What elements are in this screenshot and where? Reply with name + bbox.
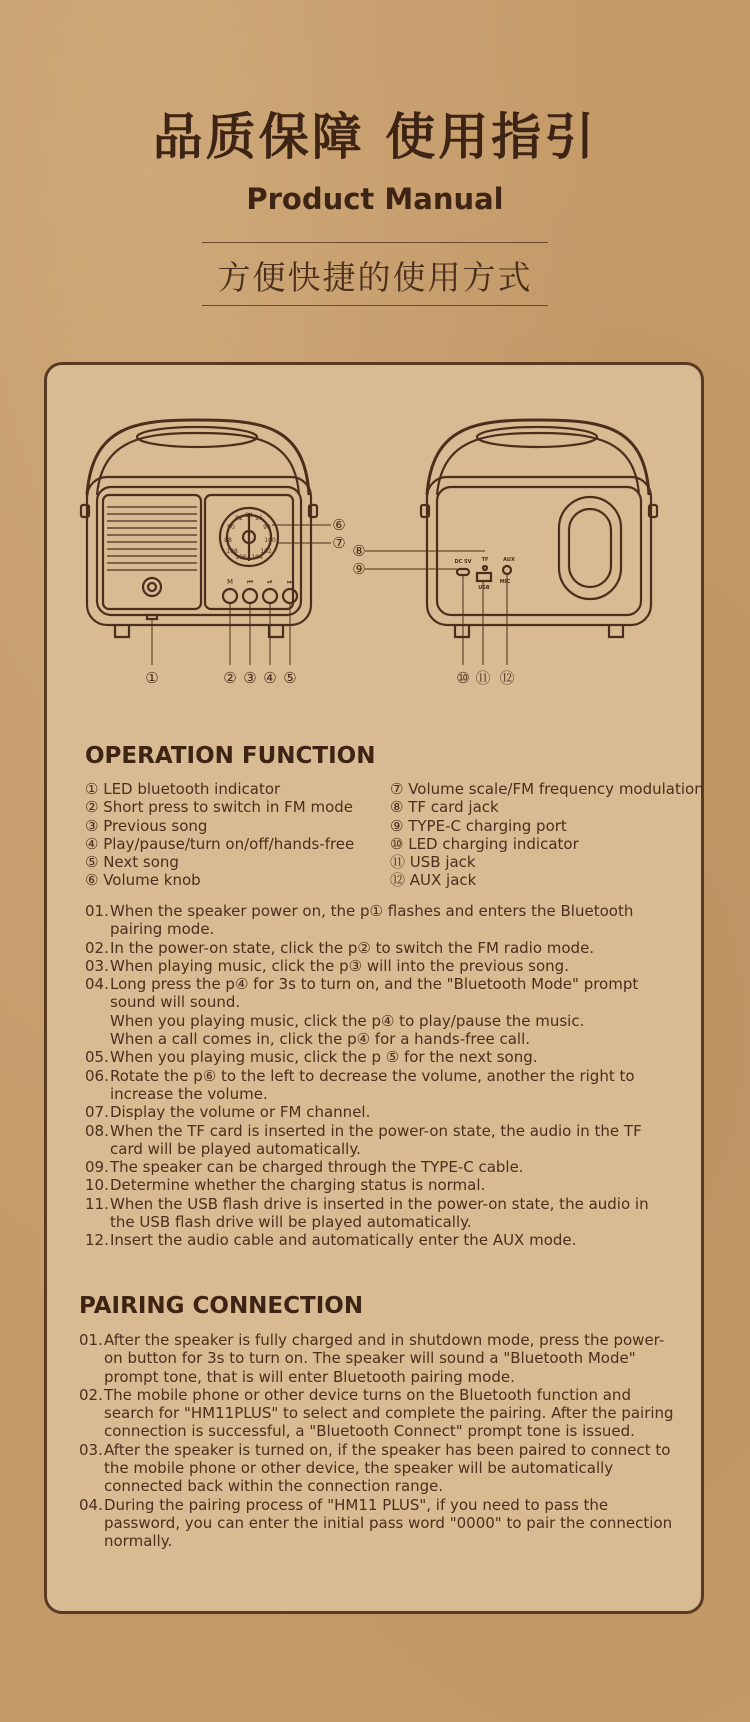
step-number: 10. <box>85 1176 109 1195</box>
dial-number: 106 <box>235 554 247 561</box>
button-next <box>283 589 297 603</box>
marker-12: ⑫ <box>499 669 515 687</box>
divider-bottom <box>202 305 548 306</box>
port-label-mic: MIC <box>499 579 511 585</box>
step-line: Rotate the p⑥ to the left to decrease the volume, another the right to increase the volume. <box>110 1066 635 1103</box>
button-previous <box>243 589 257 603</box>
pairing-connection-title: PAIRING CONNECTION <box>79 1293 364 1319</box>
step-item <box>85 1048 675 1066</box>
function-item: ⑫ AUX jack <box>390 871 477 890</box>
function-item: ⑦ Volume scale/FM frequency modulation <box>390 780 704 798</box>
step-number: 06. <box>85 1066 109 1085</box>
step-number: 02. <box>79 1385 103 1404</box>
step-line: Display the volume or FM channel. <box>110 1103 371 1122</box>
step-number: 01. <box>79 1331 103 1349</box>
step-line: Determine whether the charging status is normal. <box>110 1176 486 1195</box>
step-number: 09. <box>85 1158 109 1177</box>
step-line: When the TF card is inserted in the power-on state, the audio in the TF card will be played automatically. <box>110 1121 642 1158</box>
port-label-tf: TF <box>481 557 489 563</box>
step-number: 01. <box>85 902 109 920</box>
back-speaker-illustration <box>421 420 657 637</box>
step-line: In the power-on state, click the p② to switch the FM radio mode. <box>110 938 595 957</box>
play-pause-icon: ⏯ <box>267 578 273 586</box>
dial-number: 88 <box>224 537 232 544</box>
step-line: When you playing music, click the p ⑤ for the next song. <box>110 1048 538 1067</box>
dial-number: 94 <box>245 512 253 519</box>
step-text <box>110 1048 675 1066</box>
marker-11: ⑪ <box>475 669 491 687</box>
m-icon: M <box>226 578 234 586</box>
marker-1: ① <box>145 669 159 687</box>
step-item <box>85 1158 675 1176</box>
tf-slot <box>483 566 487 570</box>
function-item: ⑥ Volume knob <box>85 871 201 890</box>
step-item <box>85 1103 675 1121</box>
step-item <box>85 1122 675 1159</box>
function-item: ⑤ Next song <box>85 853 179 872</box>
marker-7: ⑦ <box>332 534 346 552</box>
step-text <box>104 1386 677 1441</box>
manual-card <box>44 362 704 1614</box>
dial-number: 98 <box>263 524 271 531</box>
step-line: When playing music, click the p③ will into the previous song. <box>110 956 569 975</box>
divider-top <box>202 242 548 243</box>
pairing-steps <box>79 1331 677 1551</box>
step-line: During the pairing process of "HM11 PLUS", if you need to pass the password, you can enter the initial pass word "0000" to pair the connection normally. <box>104 1495 673 1551</box>
marker-6: ⑥ <box>332 516 346 534</box>
function-item: ② Short press to switch in FM mode <box>85 798 354 817</box>
marker-5: ⑤ <box>283 669 297 687</box>
port-label-usb: USB <box>478 585 490 591</box>
step-item <box>85 957 675 975</box>
step-line: After the speaker is turned on, if the speaker has been paired to connect to the mobile phone or other device, the speaker will be automatically connected back within the connection range. <box>104 1440 671 1496</box>
dial-number: 96 <box>255 515 263 522</box>
speaker-diagram <box>47 365 701 715</box>
step-number: 03. <box>85 956 109 975</box>
step-text <box>110 1176 675 1194</box>
dial-number: 108 <box>226 548 238 555</box>
step-line: Insert the audio cable and automatically enter the AUX mode. <box>110 1231 577 1250</box>
step-number: 07. <box>85 1103 109 1122</box>
step-item <box>79 1496 677 1551</box>
step-text <box>104 1441 677 1496</box>
step-text <box>104 1496 677 1551</box>
operation-steps <box>85 902 675 1250</box>
step-line: Long press the p④ for 3s to turn on, and the "Bluetooth Mode" prompt sound will sound. <box>110 975 639 1012</box>
step-number: 08. <box>85 1121 109 1140</box>
step-line: When you playing music, click the p④ to play/pause the music. <box>110 1011 585 1030</box>
port-label-dc: DC 5V <box>454 559 472 565</box>
subtitle-chinese: 方便快捷的使用方式 <box>217 258 533 297</box>
marker-2: ② <box>223 669 237 687</box>
step-text <box>110 957 675 975</box>
step-number: 03. <box>79 1440 103 1459</box>
step-item <box>79 1441 677 1496</box>
dial-number: 104 <box>251 554 263 561</box>
header <box>0 0 750 340</box>
step-text <box>110 975 675 1048</box>
marker-3: ③ <box>243 669 257 687</box>
function-list-right <box>390 780 704 890</box>
step-item <box>85 1195 675 1232</box>
function-item: ⑧ TF card jack <box>390 798 499 817</box>
dial-number: 102 <box>260 548 272 555</box>
function-item: ③ Previous song <box>85 816 208 835</box>
step-text <box>110 1122 675 1159</box>
step-item <box>85 1176 675 1194</box>
step-item <box>79 1331 677 1386</box>
type-c-port <box>457 569 469 575</box>
marker-10: ⑩ <box>456 669 470 687</box>
title-english: Product Manual <box>246 182 504 216</box>
step-line: The speaker can be charged through the TYPE-C cable. <box>110 1158 524 1177</box>
step-text <box>110 1158 675 1176</box>
step-line: When the speaker power on, the p① flashes and enters the Bluetooth pairing mode. <box>110 902 634 939</box>
marker-8: ⑧ <box>352 542 366 560</box>
step-line: When the USB flash drive is inserted in the power-on state, the audio in the USB flash drive will be played automatically. <box>110 1194 649 1232</box>
step-text <box>110 1231 675 1249</box>
step-text <box>110 1195 675 1232</box>
step-text <box>110 939 675 957</box>
step-text <box>104 1331 677 1386</box>
step-text <box>110 1103 675 1121</box>
function-item: ⑨ TYPE-C charging port <box>390 816 567 835</box>
marker-4: ④ <box>263 669 277 687</box>
step-line: After the speaker is fully charged and in shutdown mode, press the power-on button for 3s to turn on. The speaker will sound a "Bluetooth Mode" prompt tone, that is will enter Bluetooth pairing mode. <box>104 1331 665 1386</box>
next-icon: ⏭ <box>286 578 294 586</box>
step-text <box>110 902 675 939</box>
step-item <box>85 902 675 939</box>
function-item: ⑪ USB jack <box>390 853 476 872</box>
button-m <box>223 589 237 603</box>
operation-function-title: OPERATION FUNCTION <box>85 743 376 769</box>
usb-port <box>477 573 491 581</box>
step-number: 05. <box>85 1048 109 1067</box>
step-number: 12. <box>85 1231 109 1250</box>
step-number: 04. <box>79 1495 103 1514</box>
button-play <box>263 589 277 603</box>
aux-port <box>503 566 511 574</box>
step-number: 04. <box>85 975 109 994</box>
marker-9: ⑨ <box>352 560 366 578</box>
function-item: ① LED bluetooth indicator <box>85 780 281 798</box>
step-item <box>85 975 675 1048</box>
step-text <box>110 1067 675 1104</box>
step-line: The mobile phone or other device turns on the Bluetooth function and search for "HM11PLUS" to select and complete the pairing. After the pairing connection is successful, a "Bluetooth Connect" prompt tone is issued. <box>104 1385 674 1441</box>
function-item: ⑩ LED charging indicator <box>390 834 579 853</box>
function-list-left <box>85 780 354 890</box>
previous-icon: ⏮ <box>246 578 254 586</box>
port-label-aux: AUX <box>503 557 515 563</box>
dial-number: 90 <box>227 524 235 531</box>
step-line: When a call comes in, click the p④ for a hands-free call. <box>110 1030 530 1049</box>
step-item <box>85 1067 675 1104</box>
dial-number: 92 <box>235 515 243 522</box>
step-item <box>85 1231 675 1249</box>
dial-number: 100 <box>264 537 276 544</box>
step-number: 11. <box>85 1194 109 1213</box>
step-item <box>85 939 675 957</box>
step-number: 02. <box>85 938 109 957</box>
step-item <box>79 1386 677 1441</box>
title-chinese: 品质保障 使用指引 <box>152 108 598 166</box>
function-item: ④ Play/pause/turn on/off/hands-free <box>85 834 355 853</box>
